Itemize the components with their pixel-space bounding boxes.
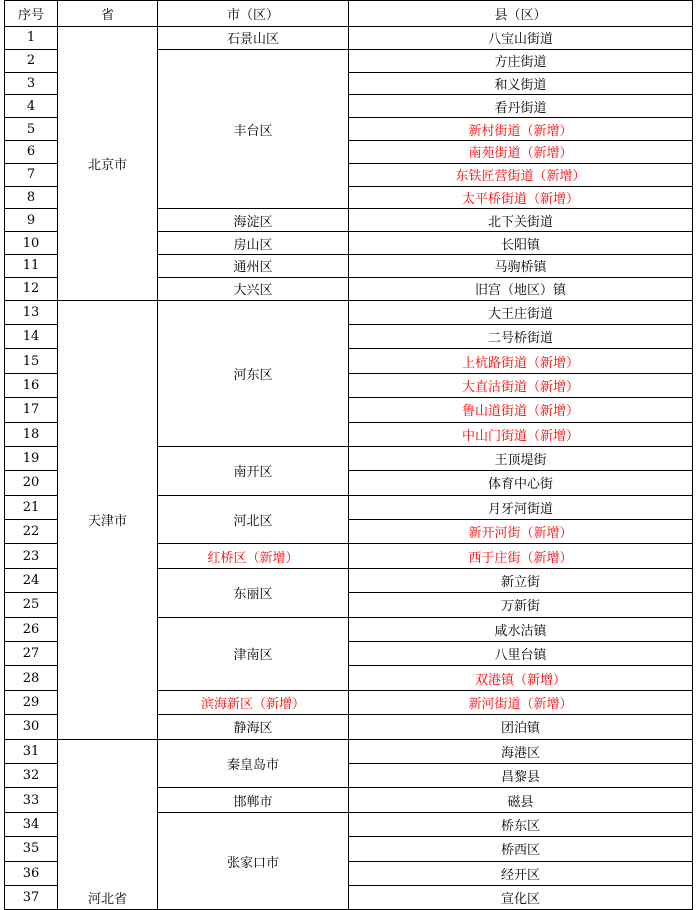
table-body xyxy=(5,27,693,910)
serial-cell: 21 xyxy=(5,495,58,519)
serial-cell: 27 xyxy=(5,642,58,666)
county-cell: 上杭路街道（新增） xyxy=(349,349,693,373)
serial-cell: 14 xyxy=(5,324,58,348)
city-cell: 海淀区 xyxy=(158,209,349,232)
city-cell: 静海区 xyxy=(158,715,349,739)
serial-cell: 37 xyxy=(5,885,58,909)
serial-cell: 31 xyxy=(5,739,58,763)
header-city: 市（区） xyxy=(158,1,349,27)
serial-cell: 8 xyxy=(5,186,58,209)
county-cell: 和义街道 xyxy=(349,72,693,95)
county-cell: 团泊镇 xyxy=(349,715,693,739)
serial-cell: 16 xyxy=(5,373,58,397)
table-row xyxy=(5,739,693,763)
city-cell: 大兴区 xyxy=(158,277,349,300)
city-cell: 张家口市 xyxy=(158,812,349,910)
serial-cell: 9 xyxy=(5,209,58,232)
serial-cell: 6 xyxy=(5,140,58,163)
serial-cell: 11 xyxy=(5,254,58,277)
city-cell: 河东区 xyxy=(158,300,349,446)
city-cell: 津南区 xyxy=(158,617,349,690)
serial-cell: 1 xyxy=(5,27,58,50)
serial-cell: 7 xyxy=(5,163,58,186)
county-cell: 双港镇（新增） xyxy=(349,666,693,690)
city-cell: 房山区 xyxy=(158,232,349,255)
serial-cell: 2 xyxy=(5,49,58,72)
county-cell: 马驹桥镇 xyxy=(349,254,693,277)
city-cell: 丰台区 xyxy=(158,49,349,209)
serial-cell: 24 xyxy=(5,568,58,592)
county-cell: 经开区 xyxy=(349,861,693,885)
county-cell: 东铁匠营街道（新增） xyxy=(349,163,693,186)
city-cell: 滨海新区（新增） xyxy=(158,690,349,714)
county-cell: 新立街 xyxy=(349,568,693,592)
county-cell: 南苑街道（新增） xyxy=(349,140,693,163)
table-row xyxy=(5,300,693,324)
county-cell: 太平桥街道（新增） xyxy=(349,186,693,209)
county-cell: 八里台镇 xyxy=(349,642,693,666)
serial-cell: 26 xyxy=(5,617,58,641)
serial-cell: 18 xyxy=(5,422,58,446)
county-cell: 月牙河街道 xyxy=(349,495,693,519)
county-cell: 体育中心街 xyxy=(349,471,693,495)
serial-cell: 3 xyxy=(5,72,58,95)
table-row xyxy=(5,27,693,50)
serial-cell: 12 xyxy=(5,277,58,300)
city-cell: 邯郸市 xyxy=(158,788,349,812)
header-row xyxy=(5,1,693,27)
city-cell: 南开区 xyxy=(158,446,349,495)
city-cell: 河北区 xyxy=(158,495,349,544)
province-cell: 河北省 xyxy=(58,739,158,910)
serial-cell: 33 xyxy=(5,788,58,812)
county-cell: 王顶堤街 xyxy=(349,446,693,470)
county-cell: 新开河街（新增） xyxy=(349,520,693,544)
header-county: 县（区） xyxy=(349,1,693,27)
county-cell: 海港区 xyxy=(349,739,693,763)
serial-cell: 29 xyxy=(5,690,58,714)
county-cell: 大王庄街道 xyxy=(349,300,693,324)
county-cell: 方庄街道 xyxy=(349,49,693,72)
county-cell: 西于庄街（新增） xyxy=(349,544,693,568)
serial-cell: 30 xyxy=(5,715,58,739)
county-cell: 八宝山街道 xyxy=(349,27,693,50)
serial-cell: 4 xyxy=(5,95,58,118)
serial-cell: 19 xyxy=(5,446,58,470)
city-cell: 秦皇岛市 xyxy=(158,739,349,788)
header-serial: 序号 xyxy=(5,1,58,27)
county-cell: 宣化区 xyxy=(349,885,693,909)
serial-cell: 20 xyxy=(5,471,58,495)
county-cell: 鲁山道街道（新增） xyxy=(349,398,693,422)
serial-cell: 5 xyxy=(5,118,58,141)
county-cell: 桥西区 xyxy=(349,837,693,861)
county-cell: 咸水沽镇 xyxy=(349,617,693,641)
county-cell: 看丹街道 xyxy=(349,95,693,118)
serial-cell: 15 xyxy=(5,349,58,373)
county-cell: 新村街道（新增） xyxy=(349,118,693,141)
county-cell: 磁县 xyxy=(349,788,693,812)
county-cell: 北下关街道 xyxy=(349,209,693,232)
county-cell: 旧宫（地区）镇 xyxy=(349,277,693,300)
county-cell: 新河街道（新增） xyxy=(349,690,693,714)
district-table xyxy=(4,0,693,910)
county-cell: 中山门街道（新增） xyxy=(349,422,693,446)
county-cell: 二号桥街道 xyxy=(349,324,693,348)
county-cell: 大直沽街道（新增） xyxy=(349,373,693,397)
county-cell: 昌黎县 xyxy=(349,763,693,787)
serial-cell: 23 xyxy=(5,544,58,568)
city-cell: 红桥区（新增） xyxy=(158,544,349,568)
province-cell: 北京市 xyxy=(58,27,158,301)
serial-cell: 17 xyxy=(5,398,58,422)
serial-cell: 34 xyxy=(5,812,58,836)
serial-cell: 25 xyxy=(5,593,58,617)
city-cell: 东丽区 xyxy=(158,568,349,617)
header-province: 省 xyxy=(58,1,158,27)
county-cell: 桥东区 xyxy=(349,812,693,836)
serial-cell: 10 xyxy=(5,232,58,255)
city-cell: 通州区 xyxy=(158,254,349,277)
serial-cell: 28 xyxy=(5,666,58,690)
province-cell: 天津市 xyxy=(58,300,158,739)
serial-cell: 22 xyxy=(5,520,58,544)
serial-cell: 32 xyxy=(5,763,58,787)
city-cell: 石景山区 xyxy=(158,27,349,50)
county-cell: 万新街 xyxy=(349,593,693,617)
serial-cell: 35 xyxy=(5,837,58,861)
serial-cell: 36 xyxy=(5,861,58,885)
county-cell: 长阳镇 xyxy=(349,232,693,255)
serial-cell: 13 xyxy=(5,300,58,324)
